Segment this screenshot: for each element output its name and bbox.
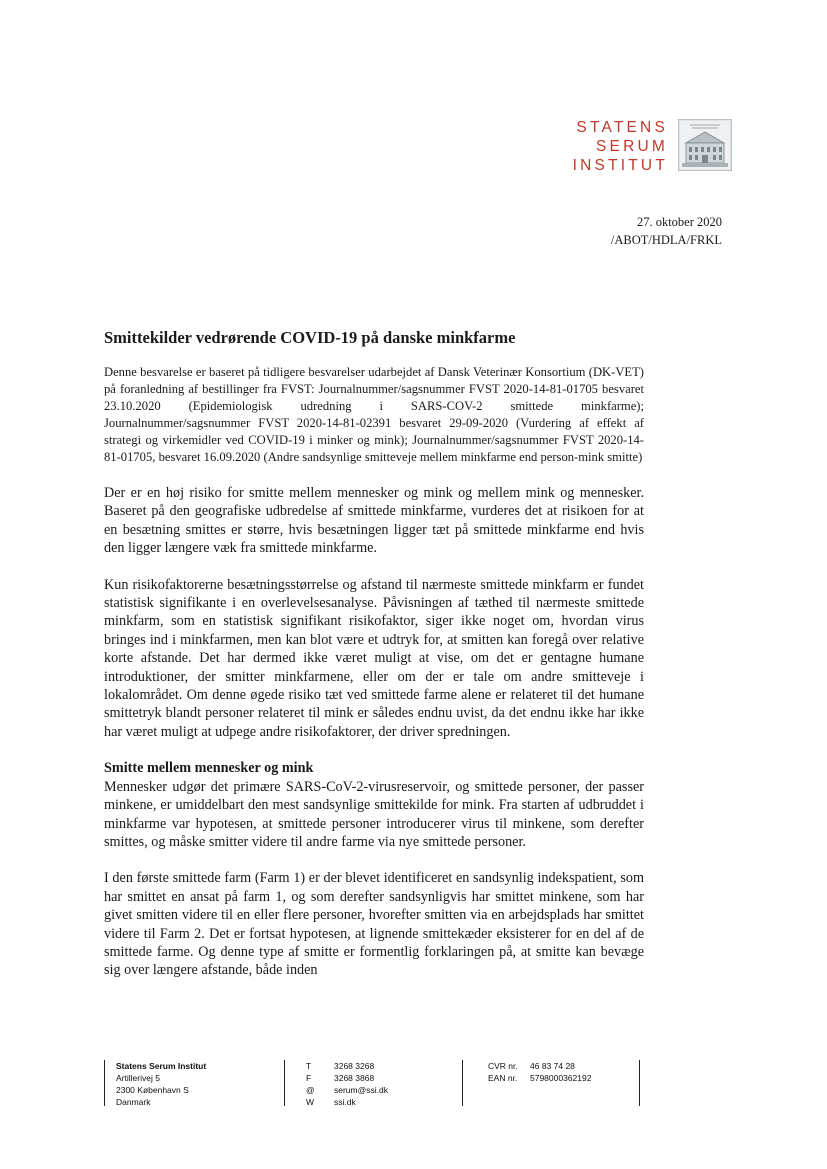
paragraph-intro: Denne besvarelse er baseret på tidligere besvarelser udarbejdet af Dansk Veterinær Konsortium (DK-VET) på foranledning af bestillinger fra FVST: Journalnummer/sagsnummer FVST 2020-14-81-01705 besvaret 23.10.2020 (Epidemiologisk udredning i SARS-COV-2 smittede minkfarme); Journalnummer/sagsnummer FVST 2020-14-81-02391 besvaret 29-09-2020 (Vurdering af effekt af strategi og virkemidler ved COVID-19 i minker og mink); Journalnummer/sagsnummer FVST 2020-14-81-01705, besvaret 16.09.2020 (Andre sandsynlige smitteveje mellem minkfarme end person-mink smitte): [104, 365, 644, 464]
footer-fax-label: F: [306, 1073, 312, 1083]
footer-contact: [306, 1060, 388, 1108]
footer-street: Artillerivej 5: [116, 1073, 160, 1083]
footer-web[interactable]: ssi.dk: [334, 1097, 356, 1107]
footer-address: [116, 1060, 206, 1108]
footer-email-label: @: [306, 1085, 315, 1095]
document-title: Smittekilder vedrørende COVID-19 på danske minkfarme: [104, 328, 516, 347]
logo-line-statens: STATENS: [576, 119, 668, 136]
footer-web-label: W: [306, 1097, 315, 1107]
section-heading: Smitte mellem mennesker og mink: [104, 760, 314, 777]
footer-cvr: 46 83 74 28: [530, 1061, 575, 1071]
footer-country: Danmark: [116, 1097, 151, 1107]
letter-meta: [611, 213, 722, 249]
footer-divider: [284, 1060, 285, 1106]
footer-divider: [104, 1060, 105, 1106]
footer-tel: 3268 3268: [334, 1061, 375, 1071]
footer-ean-label: EAN nr.: [488, 1073, 518, 1083]
footer-email[interactable]: serum@ssi.dk: [334, 1085, 388, 1095]
institute-building-icon: [678, 119, 732, 171]
paragraph-farm-1: I den første smittede farm (Farm 1) er der blevet identificeret en sandsynlig indekspatient, som har smittet en ansat på farm 1, og som derefter sandsynligvis har smittet minkene, som har givet smitten videre til en eller flere personer, hvorefter smitten via en arbejdsplads har smittet videre til Farm 2. Det er fortsat hypotesen, at lignende smittekæder eksisterer for en del af de smittede farme. Og denne type af smitte er formentlig forklaringen på, at smitte kan bevæge sig over længere afstande, både inden: [104, 870, 644, 979]
footer-tel-label: T: [306, 1061, 312, 1071]
institute-logo-text: [560, 118, 668, 175]
logo-line-serum: SERUM: [596, 138, 668, 155]
paragraph-risk: Der er en høj risiko for smitte mellem mennesker og mink og mellem mink og mennesker. Baseret på den geografiske udbredelse af smittede minkfarme, vurderes det at risikoen for at en besætning smittes er større, hvis besætningen ligger tæt på smittede minkfarme end hvis den ligger længere væk fra smittede minkfarme.: [104, 485, 644, 557]
footer-city: 2300 København S: [116, 1085, 189, 1095]
document-body: [104, 328, 644, 998]
footer-fax: 3268 3868: [334, 1073, 375, 1083]
footer-org-name: Statens Serum Institut: [116, 1061, 207, 1071]
letter-date: 27. oktober 2020: [636, 215, 722, 229]
footer-ean: 5798000362192: [530, 1073, 592, 1083]
footer-cvr-label: CVR nr.: [488, 1061, 518, 1071]
letter-footer: [104, 1060, 644, 1108]
logo-line-institut: INSTITUT: [572, 157, 668, 174]
letter-reference: /ABOT/HDLA/FRKL: [610, 233, 722, 247]
footer-divider: [639, 1060, 640, 1106]
paragraph-human-mink: Mennesker udgør det primære SARS-CoV-2-virusreservoir, og smittede personer, der passer minkene, er umiddelbart den mest sandsynlige smittekilde for mink. Fra starten af udbruddet i minkfarme var hypotesen, at smittede personer introducerer virus til minkene, som derefter smittes, og måske smitter videre til andre farme via nye smittede personer.: [104, 778, 644, 850]
footer-divider: [462, 1060, 463, 1106]
footer-registration: [488, 1060, 591, 1084]
paragraph-risk-factors: Kun risikofaktorerne besætningsstørrelse og afstand til nærmeste smittede minkfarm er fundet statistisk signifikante i en overlevelsesanalyse. Påvisningen af tæthed til nærmeste smittede minkfarm, som en statistisk signifikant risikofaktor, siger ikke noget om, hvordan virus bringes ind i minkfarmen, men kan blot være et udtryk for, at smitten kan foregå over relative korte afstande. Det har dermed ikke været muligt at vise, om det er gentagne humane introduktioner, der smitter minkfarmene, eller om der er tale om andre smitteveje i lokalområdet. Om denne øgede risiko tæt ved smittede farme alene er relateret til det humane smittetryk blandt personer relateret til mink er således endnu uvist, da det endnu ikke har ikke har været muligt at udpege andre risikofaktorer, der driver spredningen.: [104, 576, 644, 740]
